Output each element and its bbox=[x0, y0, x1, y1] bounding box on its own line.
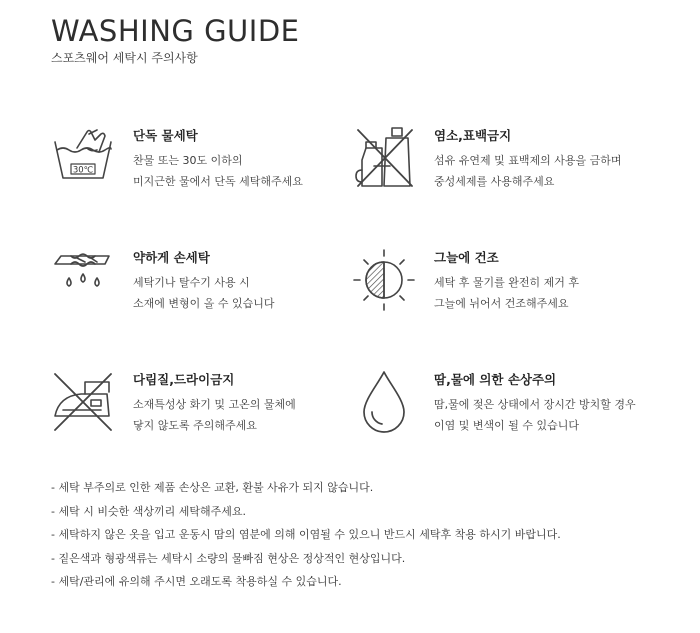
item-desc-line: 미지근한 물에서 단독 세탁해주세요 bbox=[133, 175, 303, 188]
item-title: 그늘에 건조 bbox=[434, 250, 499, 265]
page-title: WASHING GUIDE bbox=[51, 14, 300, 48]
temperature-label: 30℃ bbox=[72, 165, 94, 176]
care-note: - 세탁/관리에 유의해 주시면 오래도록 착용하실 수 있습니다. bbox=[51, 575, 342, 588]
item-desc-line: 찬물 또는 30도 이하의 bbox=[133, 154, 243, 167]
item-desc-line: 소재특성상 화기 및 고온의 물체에 bbox=[133, 398, 296, 411]
item-desc-line: 중성세제를 사용해주세요 bbox=[434, 175, 555, 188]
no-iron-no-dryer-icon bbox=[51, 370, 115, 434]
water-drop-icon bbox=[352, 370, 416, 434]
page-subtitle: 스포츠웨어 세탁시 주의사항 bbox=[51, 51, 198, 65]
care-note: - 짙은색과 형광색류는 세탁시 소량의 물빠짐 현상은 정상적인 현상입니다. bbox=[51, 551, 406, 565]
item-desc-line: 소재에 변형이 올 수 있습니다 bbox=[133, 297, 275, 310]
item-title: 단독 물세탁 bbox=[133, 128, 198, 143]
care-notes-list bbox=[51, 476, 561, 594]
item-title: 약하게 손세탁 bbox=[133, 250, 210, 265]
item-desc-line: 그늘에 뉘어서 건조해주세요 bbox=[434, 297, 569, 310]
item-desc-line: 땀,물에 젖은 상태에서 장시간 방치할 경우 bbox=[434, 398, 636, 411]
gentle-hand-wring-icon bbox=[51, 248, 115, 312]
item-title: 염소,표백금지 bbox=[434, 128, 512, 143]
item-title: 땀,물에 의한 손상주의 bbox=[434, 372, 557, 387]
care-note: - 세탁 시 비슷한 색상끼리 세탁해주세요. bbox=[51, 504, 246, 518]
care-note: - 세탁하지 않은 옷을 입고 운동시 땀의 염분에 의해 이염될 수 있으니 반드시 세탁후 착용 하시기 바랍니다. bbox=[51, 528, 561, 541]
item-desc-line: 세탁 후 물기를 완전히 제거 후 bbox=[434, 276, 579, 289]
item-desc-line: 섬유 유연제 및 표백제의 사용을 금하며 bbox=[434, 154, 622, 167]
item-desc-line: 이염 및 변색이 될 수 있습니다 bbox=[434, 419, 579, 432]
care-note: - 세탁 부주의로 인한 제품 손상은 교환, 환불 사유가 되지 않습니다. bbox=[51, 481, 374, 494]
shade-dry-sun-icon bbox=[352, 248, 416, 312]
no-bleach-icon bbox=[352, 126, 416, 190]
item-desc-line: 닿지 않도록 주의해주세요 bbox=[133, 419, 257, 432]
item-title: 다림질,드라이금지 bbox=[133, 372, 235, 387]
hand-wash-basin-30c-icon bbox=[51, 126, 115, 190]
item-desc-line: 세탁기나 탈수기 사용 시 bbox=[133, 276, 250, 289]
